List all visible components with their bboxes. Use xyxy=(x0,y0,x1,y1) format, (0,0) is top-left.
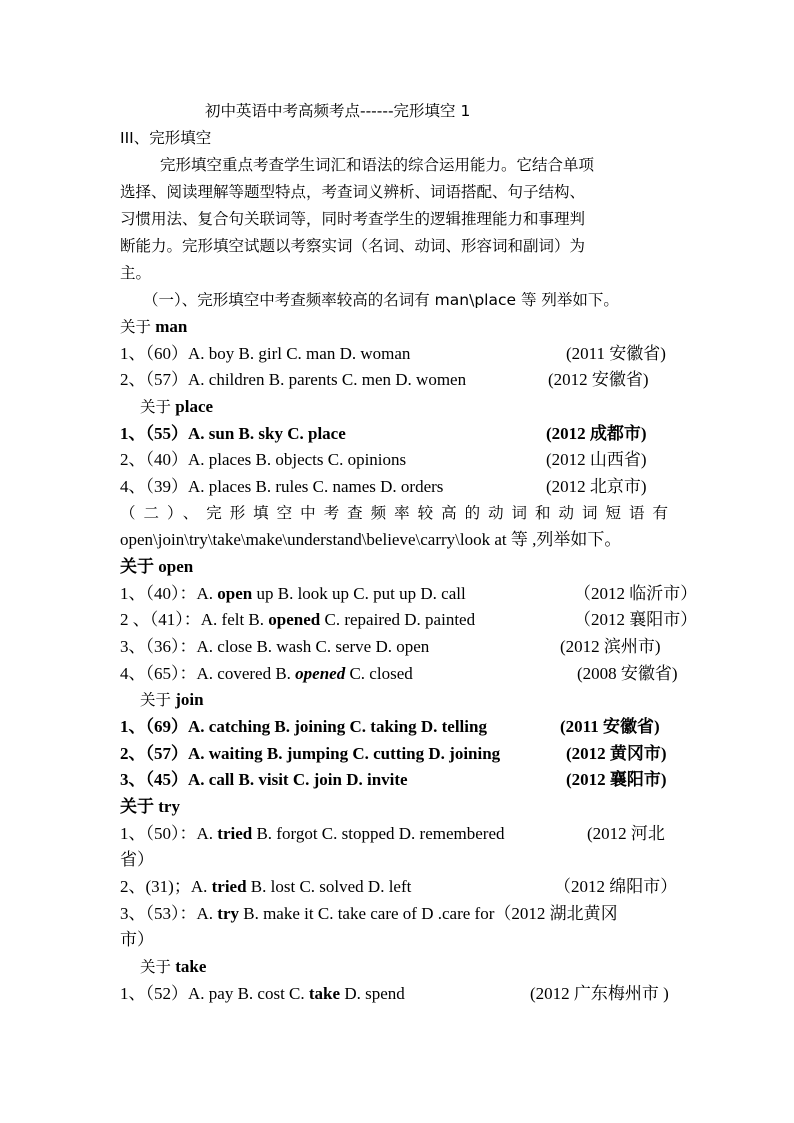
intro-line-5: 主。 xyxy=(120,264,152,282)
place-item-3: 4、（39）A. places B. rules C. names D. orders (2012 北京市) xyxy=(120,477,647,496)
try-item-3: 3、（53）：A. try B. make it C. take care of D .care for（2012 湖北黄冈 xyxy=(120,904,618,923)
join-item-3: 3、（45）A. call B. visit C. join D. invite (2012 襄阳市) xyxy=(120,770,667,789)
open-heading: 关于 open xyxy=(120,557,194,576)
noun-heading: （一）、完形填空中考查频率较高的名词有 man\place 等 列举如下。 xyxy=(143,291,619,309)
take-item-1: 1、（52）A. pay B. cost C. take D. spend (2012 广东梅州市 ) xyxy=(120,984,669,1003)
try-heading: 关于 try xyxy=(120,797,180,816)
intro-line-4: 断能力。完形填空试题以考察实词（名词、动词、形容词和副词）为 xyxy=(120,237,586,255)
join-item-2: 2、（57）A. waiting B. jumping C. cutting D. joining (2012 黄冈市) xyxy=(120,744,667,763)
verb-heading-2: open\join\try\take\make\understand\believe\carry\look at 等 ,列举如下。 xyxy=(120,530,622,549)
page-title: 初中英语中考高频考点------完形填空 1 xyxy=(205,102,471,120)
man-item-2: 2、（57）A. children B. parents C. men D. women (2012 安徽省) xyxy=(120,370,649,389)
open-item-4: 4、（65）：A. covered B. opened C. closed (2008 安徽省) xyxy=(120,664,678,683)
man-heading: 关于 man xyxy=(120,317,188,336)
open-item-2: 2 、（41）：A. felt B. opened C. repaired D. painted （2012 襄阳市） xyxy=(120,610,698,629)
intro-line-3: 习惯用法、复合句关联词等，同时考查学生的逻辑推理能力和事理判 xyxy=(120,210,586,228)
place-item-1: 1、（55）A. sun B. sky C. place (2012 成都市) xyxy=(120,424,647,443)
open-item-1: 1、（40）：A. open up B. look up C. put up D. call （2012 临沂市） xyxy=(120,584,698,603)
man-item-1: 1、（60）A. boy B. girl C. man D. woman (2011 安徽省) xyxy=(120,344,666,363)
intro-line-2: 选择、阅读理解等题型特点，考查词义辨析、词语搭配、句子结构、 xyxy=(120,183,586,201)
intro-line-1: 完形填空重点考查学生词汇和语法的综合运用能力。它结合单项 xyxy=(160,156,595,174)
try-item-1-wrap: 省） xyxy=(120,850,154,869)
open-item-3: 3、（36）：A. close B. wash C. serve D. open (2012 滨州市) xyxy=(120,637,661,656)
place-heading: 关于 place xyxy=(140,397,214,416)
place-item-2: 2、（40）A. places B. objects C. opinions (2012 山西省) xyxy=(120,450,647,469)
section-heading: III、完形填空 xyxy=(120,129,212,147)
try-item-3-wrap: 市） xyxy=(120,930,154,949)
take-heading: 关于 take xyxy=(140,957,207,976)
join-item-1: 1、（69）A. catching B. joining C. taking D. telling (2011 安徽省) xyxy=(120,717,660,736)
try-item-1: 1、（50）：A. tried B. forgot C. stopped D. remembered (2012 河北 xyxy=(120,824,665,843)
verb-heading-1: （二）、完形填空中考查频率较高的动词和动词短语有 xyxy=(120,504,668,522)
join-heading: 关于 join xyxy=(140,690,204,709)
try-item-2: 2、(31)；A. tried B. lost C. solved D. left （2012 绵阳市） xyxy=(120,877,678,896)
